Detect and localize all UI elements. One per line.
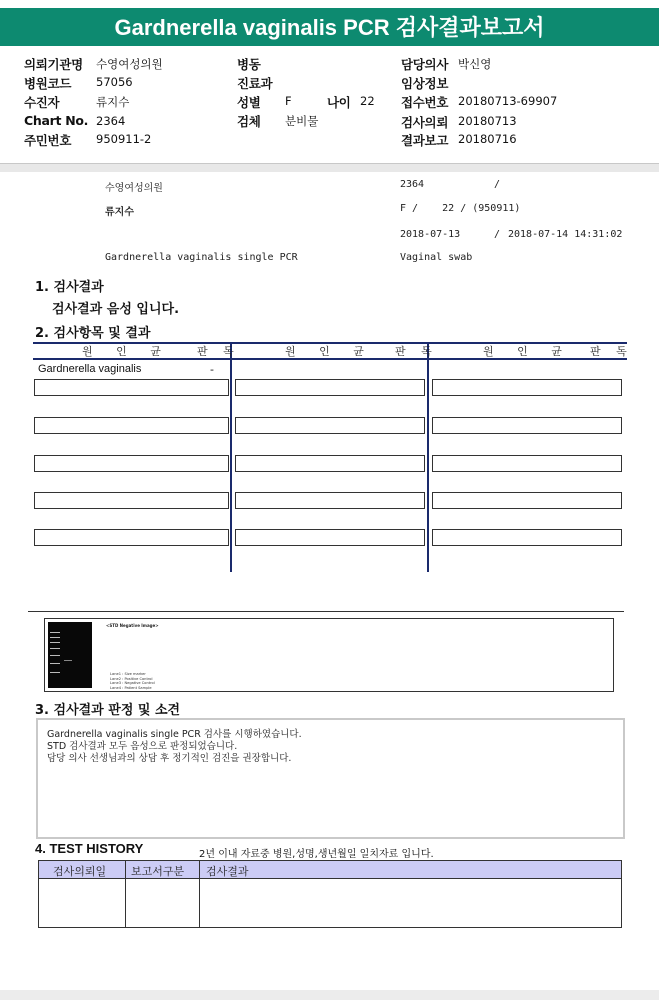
gel-divider (28, 611, 624, 612)
receipt-no-value: 20180713-69907 (458, 94, 558, 108)
summary-date-reported: 2018-07-14 14:31:02 (508, 229, 623, 240)
report-date-label: 결과보고 (401, 133, 449, 148)
receipt-no-label: 접수번호 (401, 95, 449, 110)
summary-sex-age: F / 22 / (950911) (400, 203, 521, 214)
doctor-value: 박신영 (458, 57, 492, 71)
summary-clinic: 수영여성의원 (105, 183, 163, 194)
clinical-info-label: 임상정보 (401, 76, 449, 91)
patient-name-value: 류지수 (96, 95, 130, 109)
gel-legend-item: Lane2 : Positive Control (110, 676, 153, 681)
specimen-value: 분비물 (285, 114, 319, 128)
col-organism-2: 원 인 균 (285, 345, 374, 358)
summary-test: Gardnerella vaginalis single PCR (105, 252, 298, 263)
summary-chart-sep: / (494, 179, 501, 190)
col-organism-1: 원 인 균 (82, 345, 171, 358)
summary-chart: 2364 (400, 179, 425, 190)
doctor-label: 담당의사 (401, 57, 449, 72)
age-label: 나이 (327, 95, 351, 110)
sex-value: F (285, 94, 292, 108)
history-col-report-type: 보고서구분 (131, 865, 185, 878)
gel-electrophoresis-image (48, 622, 92, 688)
gel-legend-item: Lane4 : Patient Sample (110, 685, 152, 690)
history-col-divider (199, 861, 200, 927)
department-label: 진료과 (237, 76, 273, 91)
section1-title: 1. 검사결과 (35, 280, 104, 295)
history-col-divider (125, 861, 126, 927)
empty-cell (432, 492, 622, 509)
patient-name-label: 수진자 (24, 95, 60, 110)
empty-cell (432, 455, 622, 472)
section3-title: 3. 검사결과 판정 및 소견 (35, 703, 181, 718)
col-judgement-2: 판 독 (395, 345, 438, 358)
empty-cell (34, 455, 229, 472)
requesting-clinic-value: 수영여성의원 (96, 57, 163, 71)
test-history-table (38, 860, 622, 928)
empty-cell (235, 455, 425, 472)
section2-title: 2. 검사항목 및 결과 (35, 326, 151, 341)
footer-strip (0, 990, 659, 1000)
specimen-label: 검체 (237, 114, 261, 129)
ward-label: 병동 (237, 57, 261, 72)
empty-cell (235, 417, 425, 434)
resident-no-value: 950911-2 (96, 132, 152, 146)
summary-name: 류지수 (105, 207, 134, 218)
table-col-divider-2 (427, 342, 429, 572)
col-judgement-3: 판 독 (590, 345, 633, 358)
empty-cell (235, 529, 425, 546)
empty-cell (34, 379, 229, 396)
request-date-label: 검사의뢰 (401, 115, 449, 130)
section1-result: 검사결과 음성 입니다. (52, 302, 180, 317)
hospital-code-label: 병원코드 (24, 76, 72, 91)
table-col-divider-1 (230, 342, 232, 572)
age-value: 22 (360, 94, 375, 108)
empty-cell (432, 529, 622, 546)
empty-cell (432, 417, 622, 434)
history-col-request-date: 검사의뢰일 (53, 865, 107, 878)
sex-label: 성별 (237, 95, 261, 110)
empty-cell (34, 492, 229, 509)
gel-legend-item: Lane1 : Size marker (110, 672, 146, 676)
empty-cell (34, 529, 229, 546)
gel-legend-item: Lane3 : Negative Control (110, 681, 155, 685)
empty-cell (34, 417, 229, 434)
empty-cell (432, 379, 622, 396)
remark-box (36, 718, 625, 839)
report-date-value: 20180716 (458, 132, 517, 146)
gel-legend (110, 672, 155, 690)
header-divider (0, 163, 659, 172)
report-title: Gardnerella vaginalis PCR 검사결과보고서 (0, 8, 659, 46)
section4-title: 4. TEST HISTORY (35, 841, 144, 856)
history-header-row (39, 861, 621, 879)
empty-cell (235, 492, 425, 509)
requesting-clinic-label: 의뢰기관명 (24, 57, 83, 72)
hospital-code-value: 57056 (96, 75, 133, 89)
summary-date-sep: / (494, 229, 501, 240)
col-organism-3: 원 인 균 (483, 345, 572, 358)
remark-line-3: 담당 의사 선생님과의 상담 후 정기적인 검진을 권장합니다. (47, 753, 292, 764)
gel-caption: <STD Negative Image> (106, 623, 159, 628)
resident-no-label: 주민번호 (24, 133, 72, 148)
col-judgement-1: 판 독 (197, 345, 240, 358)
summary-date-requested: 2018-07-13 (400, 229, 461, 240)
request-date-value: 20180713 (458, 114, 517, 128)
result-judgement: - (210, 363, 214, 376)
result-organism: Gardnerella vaginalis (38, 363, 142, 375)
chart-no-value: 2364 (96, 114, 126, 128)
remark-line-1: Gardnerella vaginalis single PCR 검사를 시행하였습니다. (47, 729, 302, 740)
history-col-result: 검사결과 (206, 865, 249, 878)
section4-note: 2년 이내 자료중 병원,성명,생년월일 일치자료 입니다. (199, 849, 434, 860)
summary-specimen: Vaginal swab (400, 252, 473, 263)
chart-no-label: Chart No. (24, 113, 89, 128)
remark-line-2: STD 검사결과 모두 음성으로 판정되었습니다. (47, 741, 238, 752)
empty-cell (235, 379, 425, 396)
